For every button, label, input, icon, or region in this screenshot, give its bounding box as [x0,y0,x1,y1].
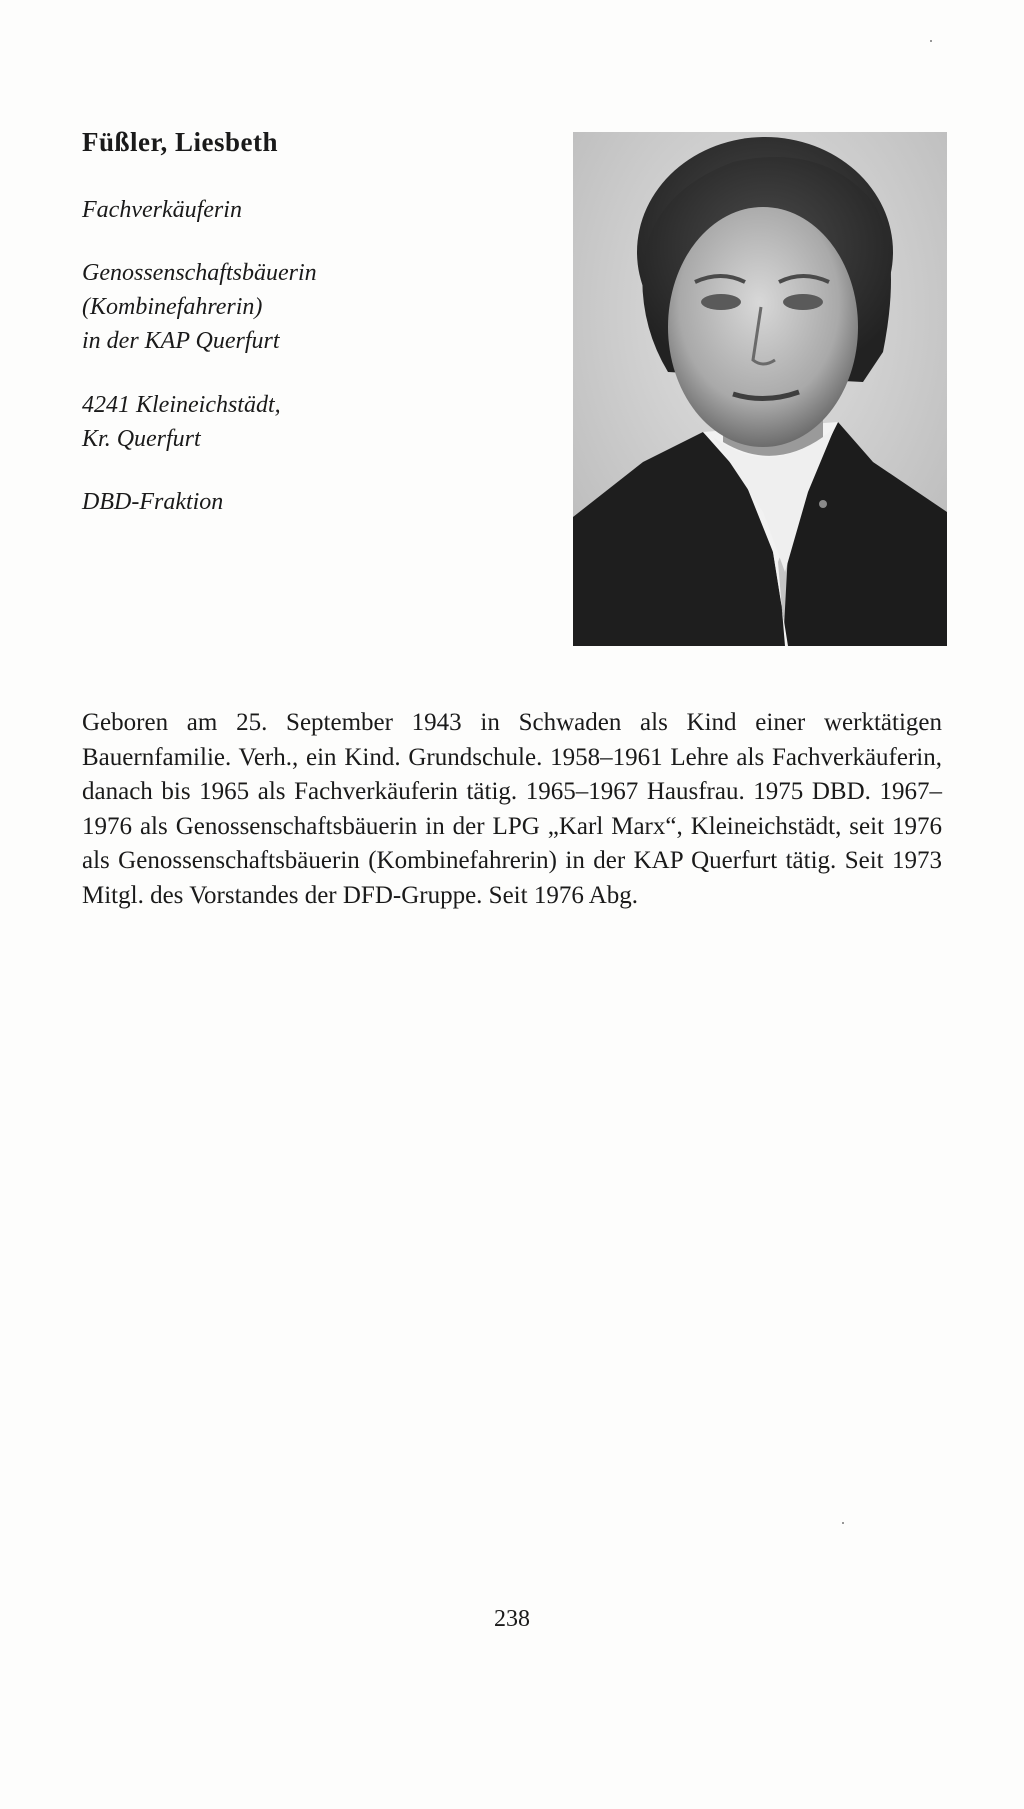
employment-line: (Kombinefahrerin) [82,294,263,320]
page-number: 238 [494,1606,530,1632]
address-line: Kr. Querfurt [82,426,201,452]
person-name: Füßler, Liesbeth [82,127,279,157]
scan-speck [842,1522,844,1524]
biography: Geboren am 25. September 1943 in Schwaden als Kind einer werktätigen Bauernfamilie. Verh., ein Kind. Grundschule. 1958–1961 Lehre als Fachverkäuferin, danach bis 1965 als Fachverkäuferin tätig. 1965–1967 Hausfrau. 1975 DBD. 1967–1976 als Genossenschaftsbäuerin in der LPG „Karl Marx“, Kleineichstädt, seit 1976 als Genossenschaftsbäuerin (Kombinefahrerin) in der KAP Querfurt tätig. Seit 1973 Mitgl. des Vorstandes der DFD-Gruppe. Seit 1976 Abg. [82,709,942,909]
scan-speck [930,40,932,42]
employment-line: in der KAP Querfurt [82,328,280,354]
address [82,388,281,456]
occupation [82,193,242,227]
faction-text: DBD-Fraktion [82,489,224,515]
address-line: 4241 Kleineichstädt, [82,392,281,418]
portrait-illustration [573,132,947,646]
photo-grain [573,132,947,646]
portrait-photo [573,132,947,646]
occupation-text: Fachverkäuferin [82,197,242,223]
faction [82,485,223,519]
employment-line: Genossenschaftsbäuerin [82,260,317,286]
employment [82,256,317,358]
